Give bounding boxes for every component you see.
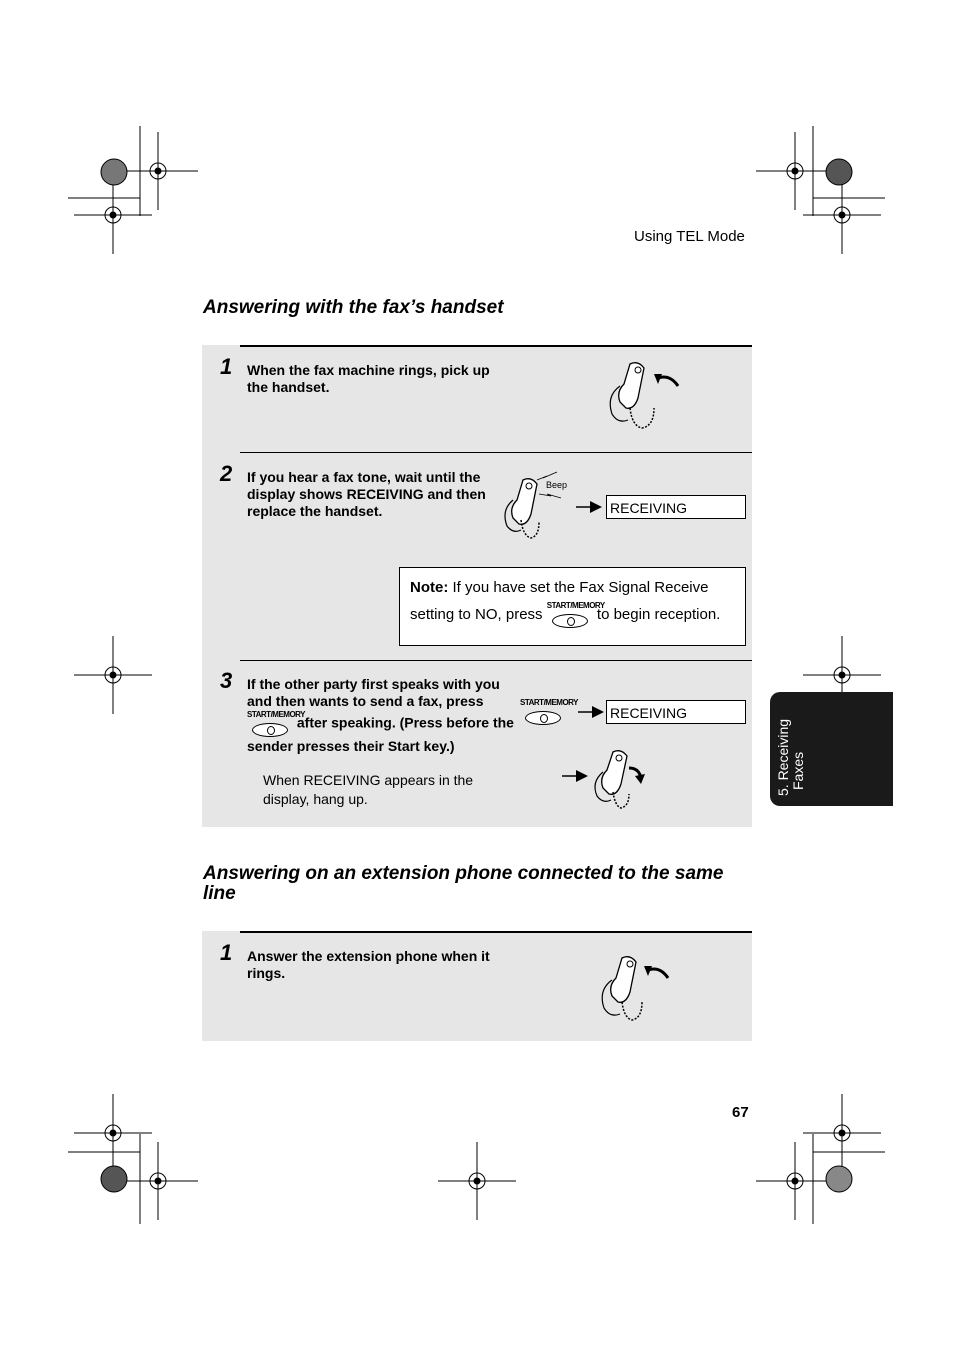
step-text: Answer the extension phone when it rings. bbox=[247, 948, 490, 981]
step-text: When the fax machine rings, pick up the handset. bbox=[247, 362, 490, 395]
running-title: Using TEL Mode bbox=[634, 228, 745, 245]
chapter-tab-line2: Faxes bbox=[790, 751, 806, 790]
section-title-handset: Answering with the fax’s handset bbox=[203, 297, 504, 318]
handset-pickup-icon bbox=[600, 358, 685, 436]
step-rule bbox=[240, 452, 752, 453]
step-rule bbox=[240, 660, 752, 661]
step-text-after: after speaking. (Press before the sender presses their Start key.) bbox=[247, 714, 514, 754]
page-number: 67 bbox=[732, 1104, 749, 1121]
key-label: START/MEMORY bbox=[546, 601, 605, 611]
start-key-icon bbox=[552, 614, 588, 628]
section-title-extension: Answering on an extension phone connected to the same line bbox=[203, 863, 724, 904]
step-number: 1 bbox=[220, 354, 233, 379]
beep-label: Beep bbox=[546, 480, 568, 490]
start-memory-key bbox=[247, 710, 305, 738]
step-rule bbox=[240, 931, 752, 933]
lcd-display: RECEIVING bbox=[606, 700, 746, 724]
arrow-right-icon bbox=[578, 706, 604, 718]
chapter-tab bbox=[770, 692, 893, 806]
key-label: START/MEMORY bbox=[247, 710, 305, 719]
step-rule bbox=[240, 345, 752, 347]
step-text: If you hear a fax tone, wait until the display shows RECEIVING and then replace the handset. bbox=[247, 469, 486, 519]
step-number: 2 bbox=[220, 461, 233, 486]
chapter-tab-line1: 5. Receiving bbox=[775, 718, 791, 796]
lcd-display: RECEIVING bbox=[606, 495, 746, 519]
start-memory-key bbox=[520, 698, 578, 726]
note-text-before: If you have set the Fax Signal Receive setting to NO, press bbox=[410, 579, 709, 623]
start-key-icon bbox=[525, 711, 561, 725]
key-label: START/MEMORY bbox=[520, 698, 578, 707]
step-text bbox=[247, 676, 515, 755]
start-key-icon bbox=[252, 723, 288, 737]
handset-hangup-icon bbox=[585, 746, 655, 812]
step-number: 3 bbox=[220, 668, 233, 693]
note-label: Note: bbox=[410, 579, 449, 596]
note-box bbox=[399, 567, 746, 646]
handset-pickup-icon bbox=[594, 952, 674, 1026]
substep-text: When RECEIVING appears in the display, hang up. bbox=[263, 772, 474, 807]
chapter-tab-label bbox=[776, 696, 806, 796]
note-text-after: to begin reception. bbox=[596, 606, 721, 623]
step-text-before: If the other party first speaks with you and then wants to send a fax, press bbox=[247, 676, 500, 709]
start-memory-key bbox=[546, 601, 605, 629]
arrow-right-icon bbox=[576, 501, 602, 513]
step-number: 1 bbox=[220, 940, 233, 965]
